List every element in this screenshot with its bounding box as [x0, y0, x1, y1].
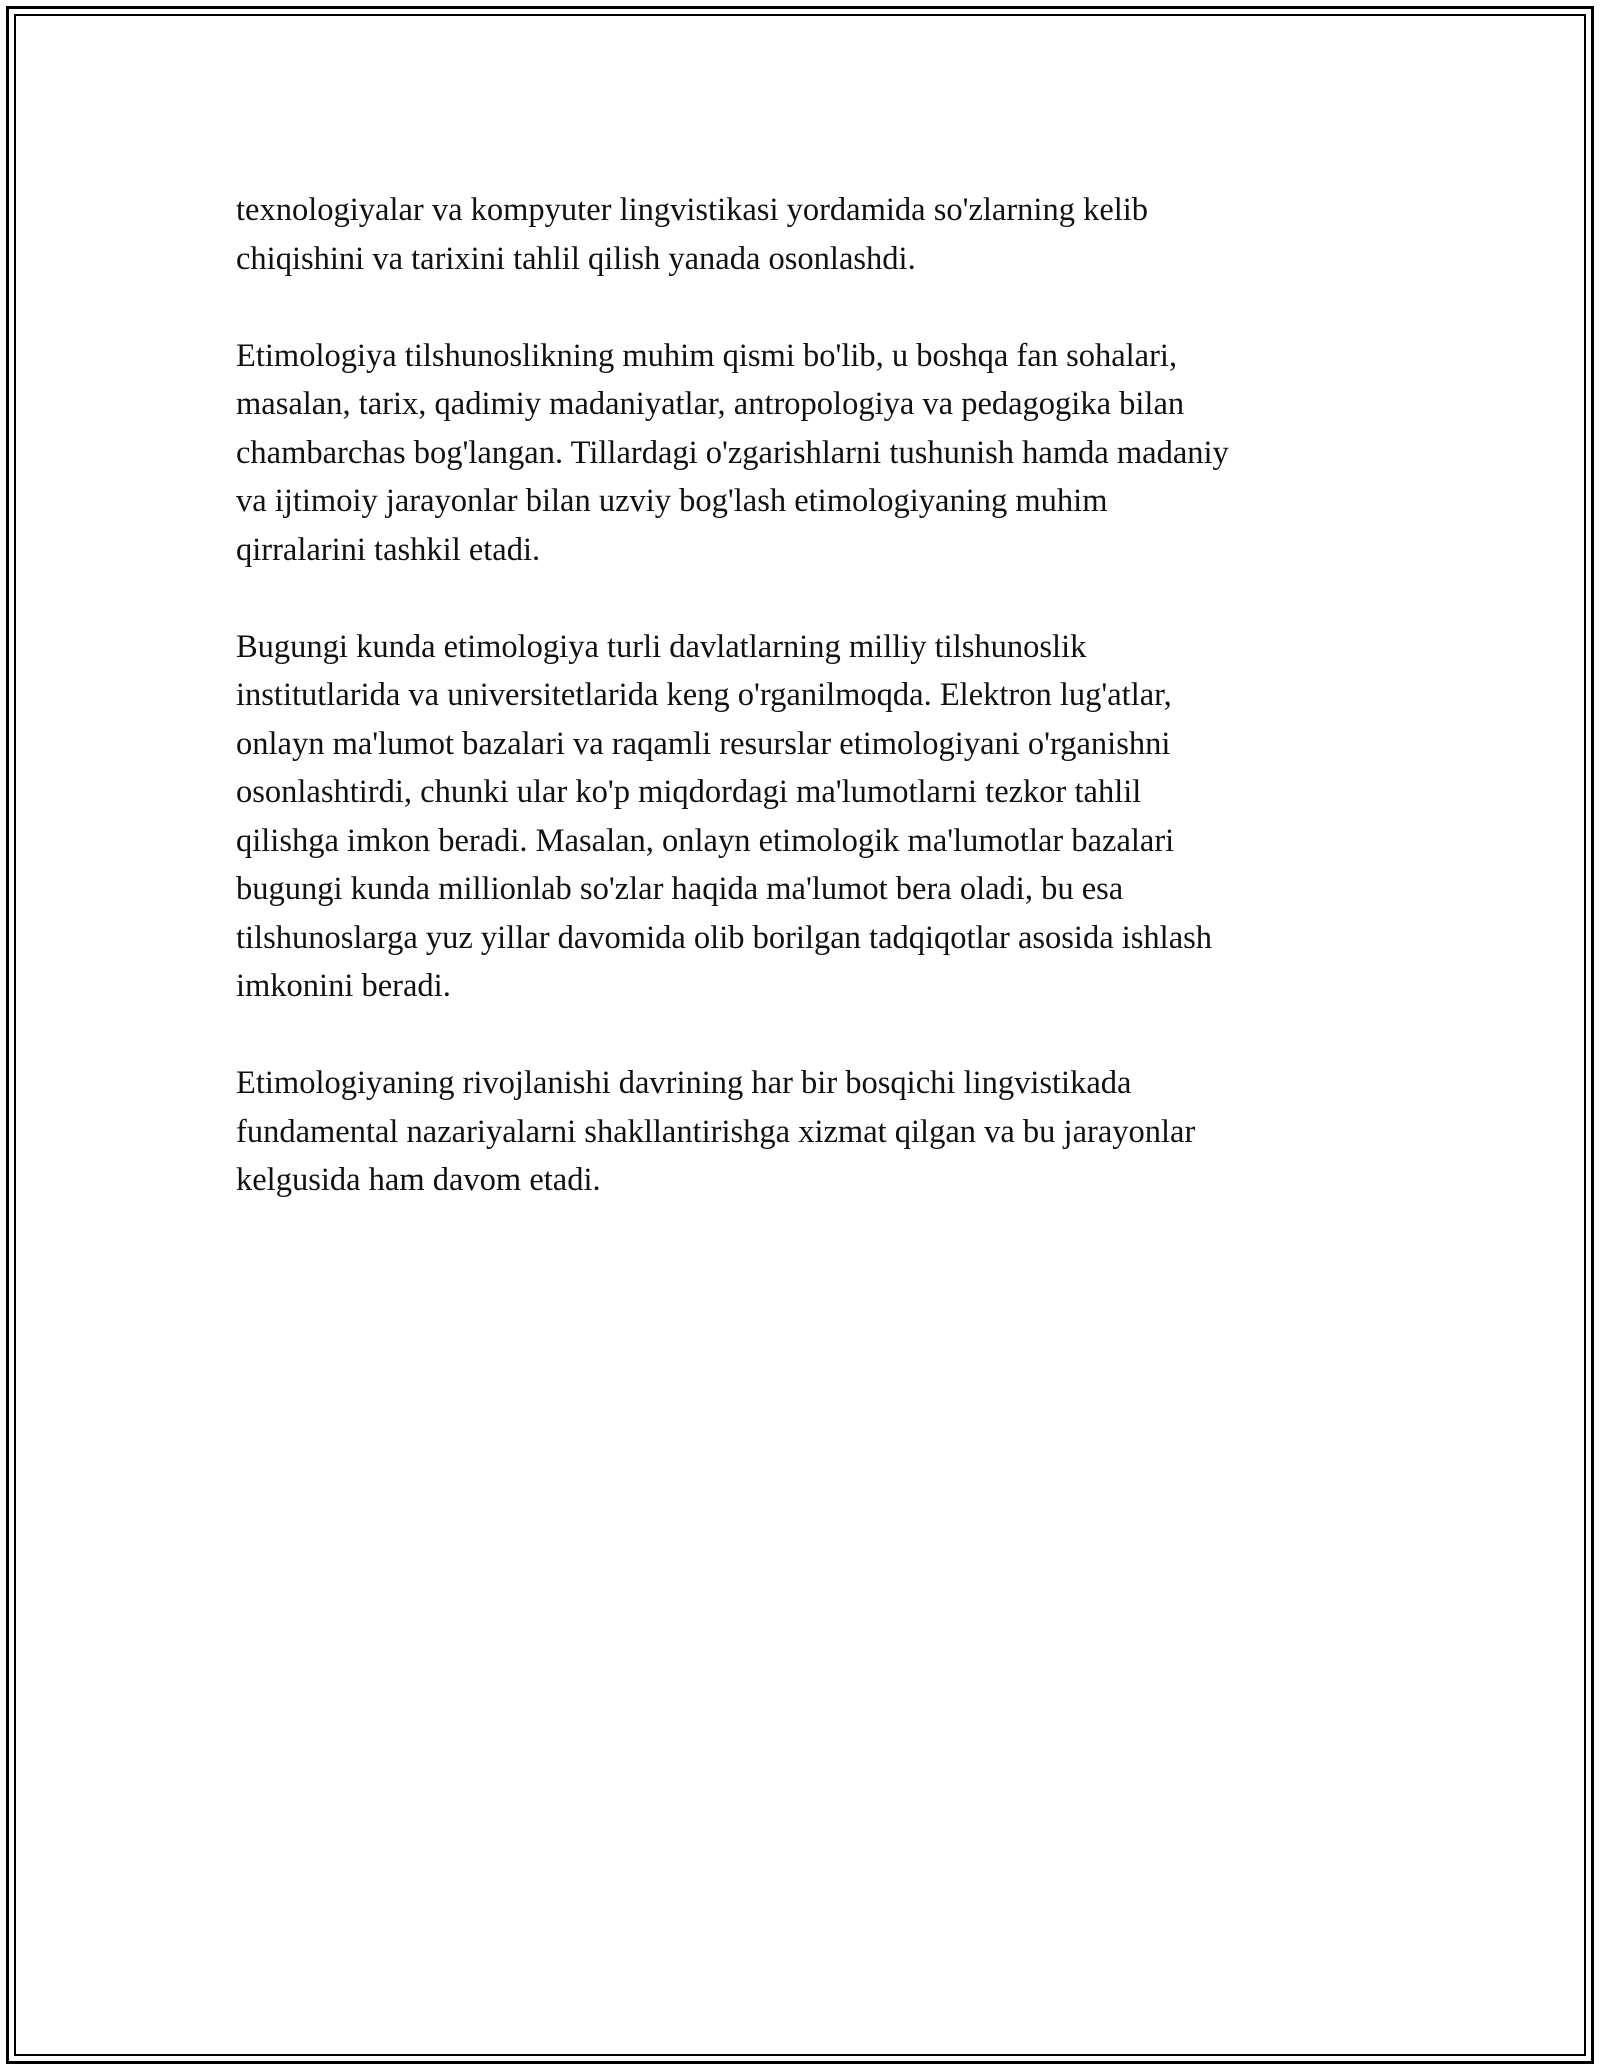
paragraph-3: [236, 623, 1416, 1011]
text-line: qirralarini tashkil etadi.: [236, 531, 541, 568]
text-line: Etimologiya tilshunoslikning muhim qismi bo'lib, u boshqa fan sohalari,: [236, 337, 1178, 374]
document-body: [236, 186, 1416, 1253]
text-line: va ijtimoiy jarayonlar bilan uzviy bog'lash etimologiyaning muhim: [236, 483, 1108, 519]
paragraph-2: [236, 332, 1416, 575]
text-line: fundamental nazariyalarni shakllantirishga xizmat qilgan va bu jarayonlar: [236, 1113, 1196, 1150]
text-line: institutlarida va universitetlarida keng o'rganilmoqda. Elektron lug'atlar,: [236, 677, 1172, 713]
text-line: chiqishini va tarixini tahlil qilish yanada osonlashdi.: [236, 240, 916, 277]
text-line: chambarchas bog'langan. Tillardagi o'zgarishlarni tushunish hamda madaniy: [236, 434, 1229, 471]
text-line: kelgusida ham davom etadi.: [236, 1162, 601, 1198]
paragraph-1: [236, 186, 1416, 283]
paragraph-4: [236, 1059, 1416, 1205]
text-line: imkonini beradi.: [236, 968, 451, 1004]
text-line: qilishga imkon beradi. Masalan, onlayn etimologik ma'lumotlar bazalari: [236, 822, 1175, 859]
text-line: osonlashtirdi, chunki ular ko'p miqdordagi ma'lumotlarni tezkor tahlil: [236, 774, 1142, 810]
text-line: Bugungi kunda etimologiya turli davlatlarning milliy tilshunoslik: [236, 628, 1087, 665]
text-line: tilshunoslarga yuz yillar davomida olib borilgan tadqiqotlar asosida ishlash: [236, 919, 1213, 956]
text-line: masalan, tarix, qadimiy madaniyatlar, antropologiya va pedagogika bilan: [236, 386, 1185, 422]
text-line: texnologiyalar va kompyuter lingvistikasi yordamida so'zlarning kelib: [236, 192, 1149, 228]
text-line: bugungi kunda millionlab so'zlar haqida ma'lumot bera oladi, bu esa: [236, 871, 1124, 907]
text-line: Etimologiyaning rivojlanishi davrining har bir bosqichi lingvistikada: [236, 1065, 1132, 1101]
text-line: onlayn ma'lumot bazalari va raqamli resurslar etimologiyani o'rganishni: [236, 725, 1171, 762]
